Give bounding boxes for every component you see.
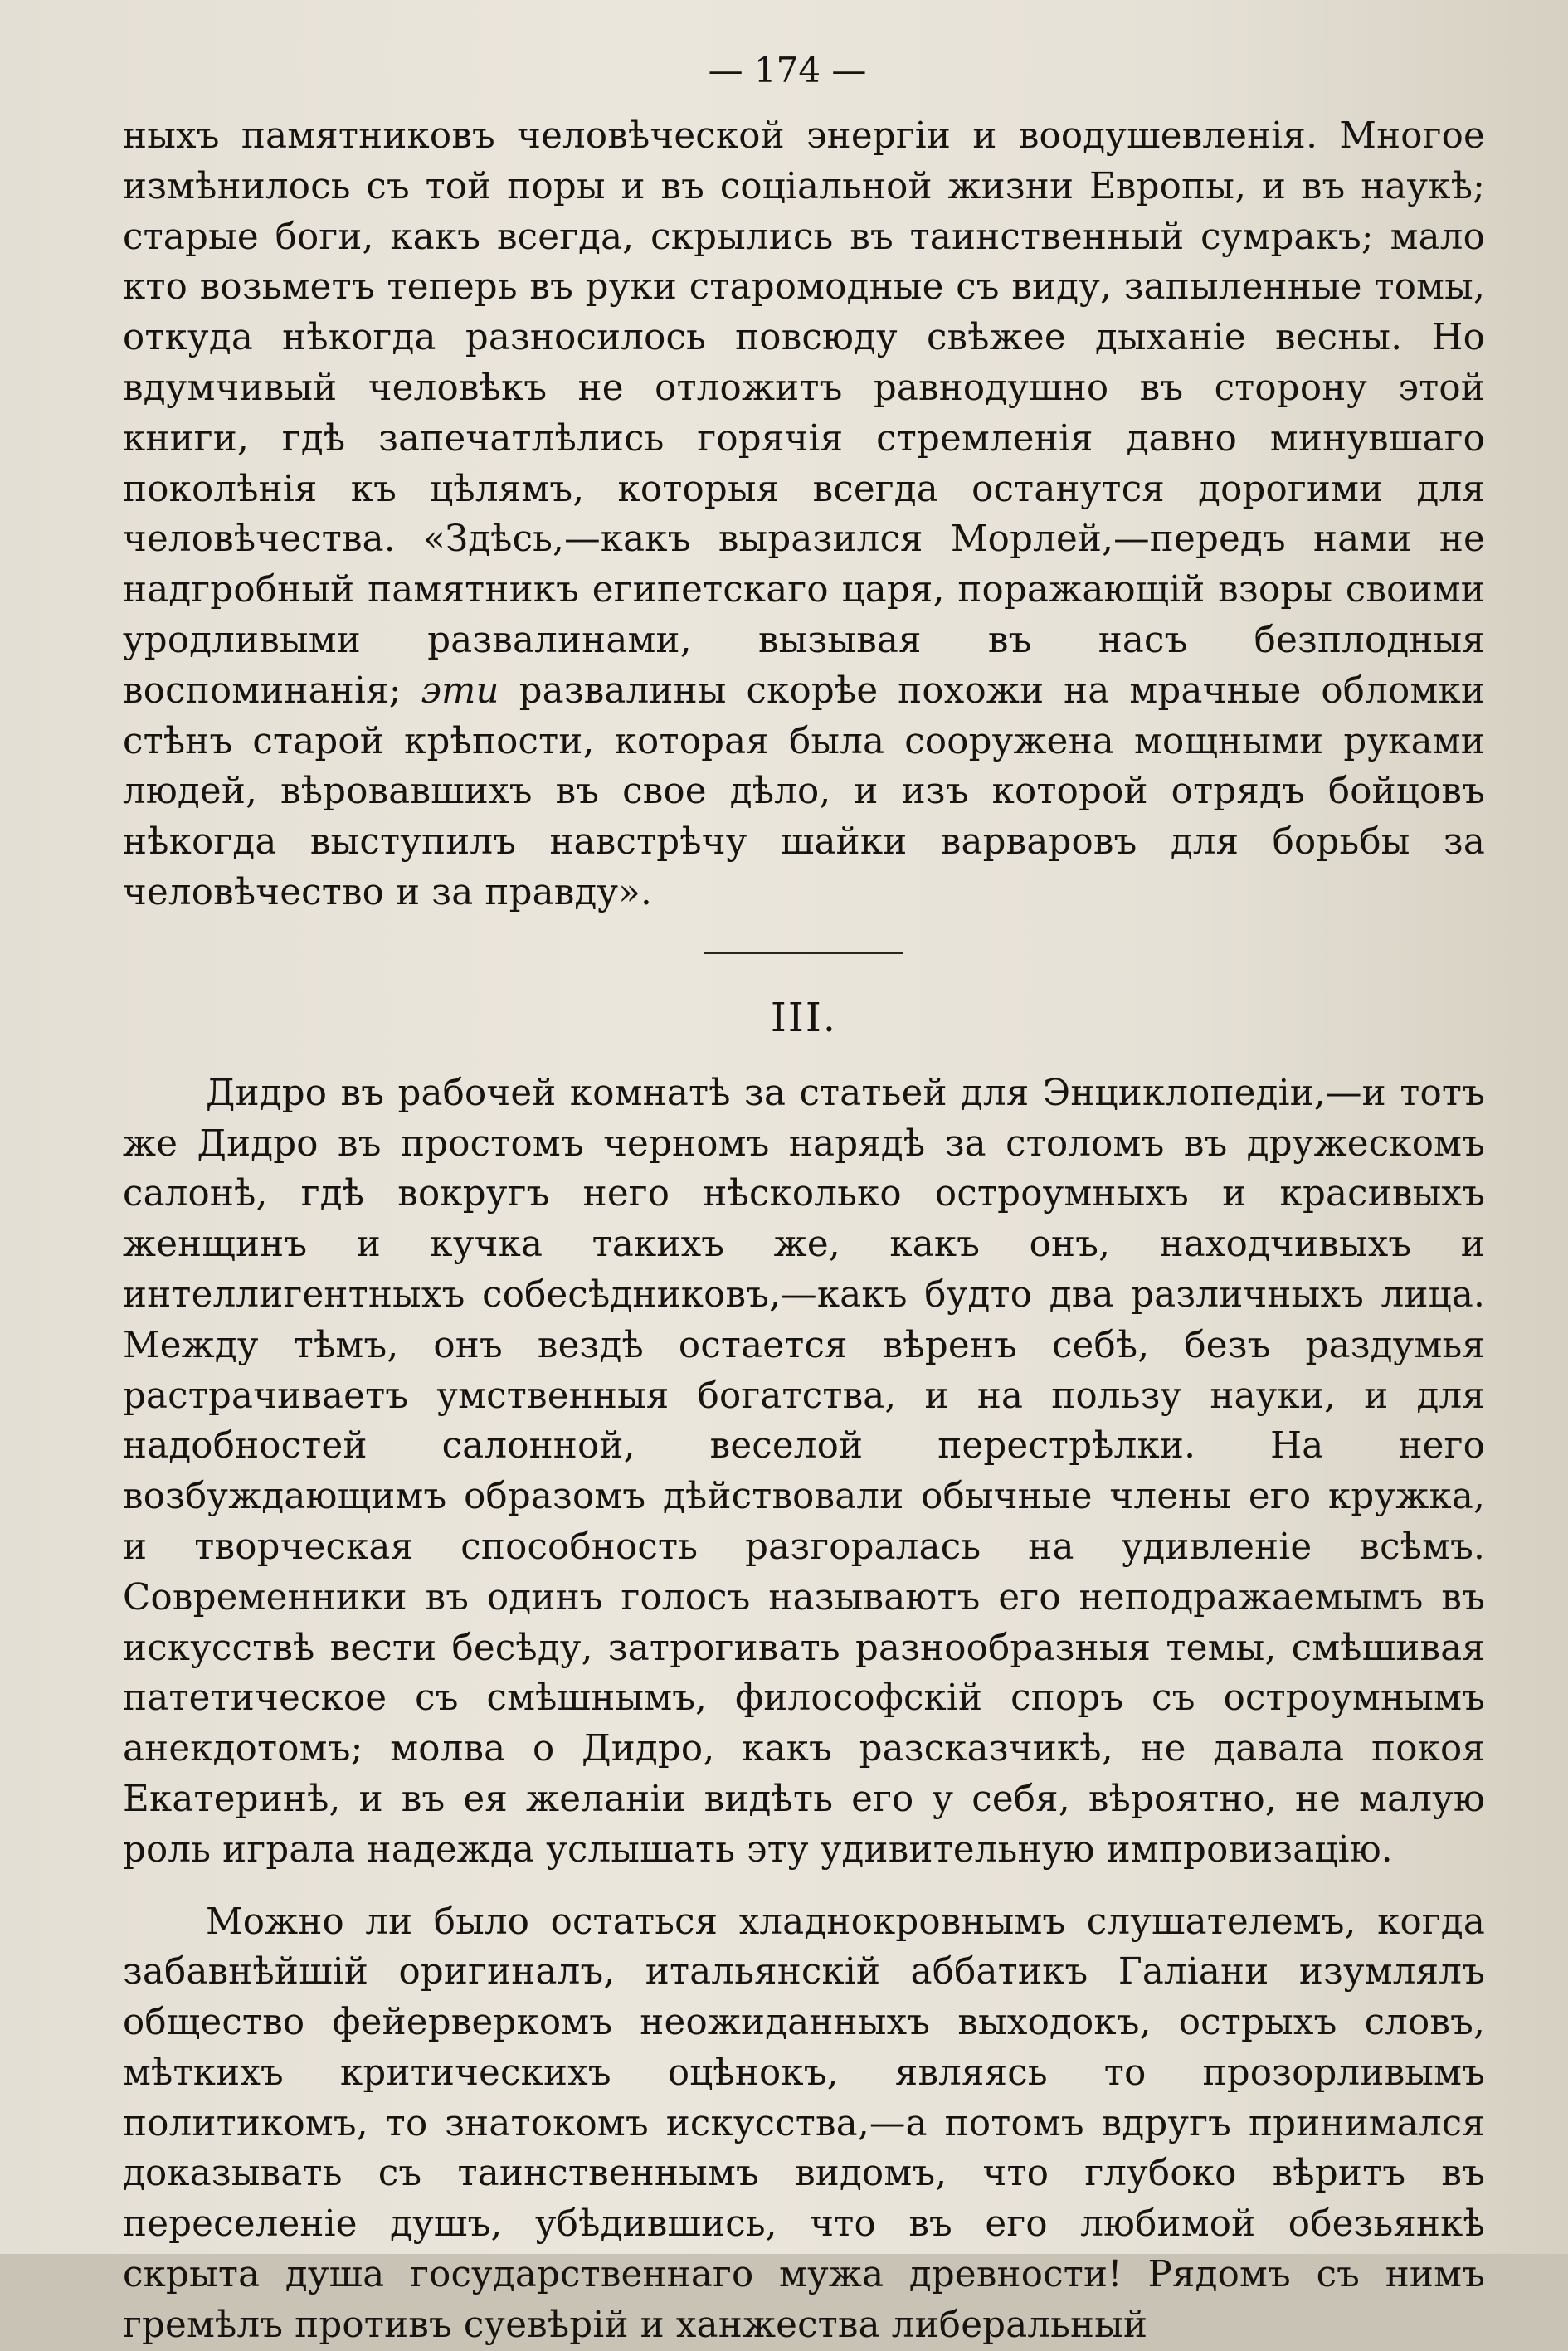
intro-paragraph-end: развалины скорѣе похожи на мрачные обломки стѣнъ старой крѣпости, которая была сооружена мощными руками людей, вѣровавшихъ въ свое дѣло, и изъ которой отрядъ бойцовъ нѣкогда выступилъ навстрѣчу шайки варваровъ для борьбы за человѣчество и за правду». xyxy=(123,669,1486,913)
paragraph-gap xyxy=(123,1876,1485,1897)
paragraph-1: Дидро въ рабочей комнатѣ за статьей для Энциклопедiи,—и тотъ же Дидро въ простомъ черномъ нарядѣ за столомъ въ дружескомъ салонѣ, гдѣ вокругъ него нѣсколько остроумныхъ и красивыхъ женщинъ и кучка такихъ же, какъ онъ, находчивыхъ и интеллигентныхъ собесѣдниковъ,—какъ будто два различныхъ лица. Между тѣмъ, онъ вездѣ остается вѣренъ себѣ, безъ раздумья растрачиваетъ умственныя богатства, и на пользу науки, и для надобностей салонной, веселой перестрѣлки. На него возбуждающимъ образомъ дѣйствовали обычные члены его кружка, и творческая способность разгоралась на удивленiе всѣмъ. Современники въ одинъ голосъ называютъ его неподражаемымъ въ искусствѣ вести бесѣду, затрогивать разнообразныя темы, смѣшивая патетическое съ смѣшнымъ, философскiй споръ съ остроумнымъ анекдотомъ; молва о Дидро, какъ разсказчикѣ, не давала покоя Екатеринѣ, и въ ея желанiи видѣть его у себя, вѣроятно, не малую роль играла надежда услышать эту удивительную импровизацiю. xyxy=(123,1072,1485,1871)
intro-paragraph-text: ныхъ памятниковъ человѣческой энергiи и воодушевленiя. Многое измѣнилось съ той поры и въ соцiальной жизни Европы, и въ наукѣ; старые боги, какъ всегда, скрылись въ таинственный сумракъ; мало кто возьметъ теперь въ руки старомодные съ виду, запыленные томы, откуда нѣкогда разносилось повсюду свѣжее дыханiе весны. Но вдумчивый человѣкъ не отложитъ равнодушно въ сторону этой книги, гдѣ запечатлѣлись горячiя стремленiя давно минувшаго поколѣнiя къ цѣлямъ, которыя всегда останутся дорогими для человѣчества. «Здѣсь,—какъ выразился Морлей,—передъ нами не надгробный памятникъ египетскаго царя, поражающiй взоры своими уродливыми развалинами, вызывая въ насъ безплодныя воспоминанiя; xyxy=(123,115,1485,712)
paragraph-2: Можно ли было остаться хладнокровнымъ слушателемъ, когда забавнѣйшiй оригиналъ, итальянскiй аббатикъ Галiани изумлялъ общество фейерверкомъ неожиданныхъ выходокъ, острыхъ словъ, мѣткихъ критическихъ оцѣнокъ, являясь то прозорливымъ политикомъ, то знатокомъ искусства,—а потомъ вдругъ принимался доказывать съ таинственнымъ видомъ, что глубоко вѣритъ въ переселенiе душъ, убѣдившись, что въ его любимой обезьянкѣ скрыта душа государственнаго мужа древности! Рядомъ съ нимъ гремѣлъ противъ суевѣрiй и ханжества либеральный xyxy=(123,1901,1485,2346)
section-heading: III. xyxy=(770,994,838,1041)
section-divider xyxy=(704,952,903,954)
intro-paragraph xyxy=(123,111,1485,918)
page-number: — 174 — xyxy=(708,50,867,90)
intro-emphasis: эти xyxy=(421,669,499,712)
